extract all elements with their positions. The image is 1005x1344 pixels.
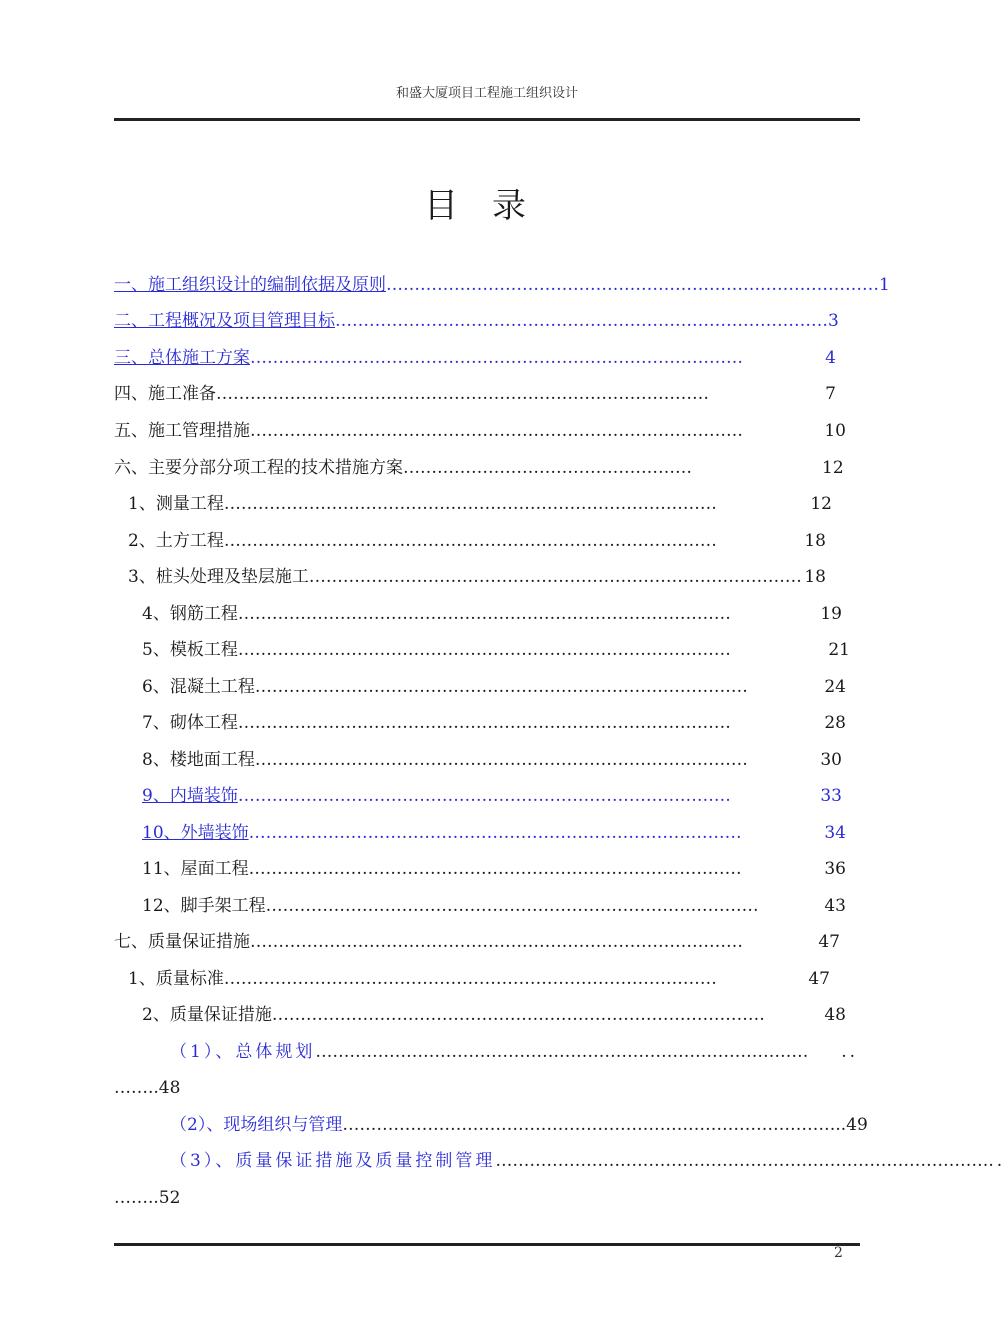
toc-entry[interactable] bbox=[142, 637, 850, 663]
toc-entry-page: ……..52 bbox=[114, 1188, 181, 1208]
header-rule bbox=[114, 118, 860, 121]
toc-entry-label[interactable]: 一、施工组织设计的编制依据及原则 bbox=[114, 275, 386, 295]
toc-entry-label[interactable]: 二、工程概况及项目管理目标 bbox=[114, 311, 335, 331]
toc-entry-leader: …………………………………………………………………………… bbox=[250, 348, 743, 368]
toc-entry-leader: …………………………………………………………………………… bbox=[216, 384, 709, 404]
toc-entry-leader: …………………………………………………………………………… bbox=[250, 421, 743, 441]
toc-entry-label: 四、施工准备 bbox=[114, 384, 216, 404]
toc-entry[interactable] bbox=[114, 308, 839, 334]
toc-entry-leader: …………………………………………………………………………… bbox=[237, 604, 731, 624]
footer-rule bbox=[114, 1243, 860, 1246]
toc-entry-label: 2、质量保证措施 bbox=[142, 1005, 272, 1025]
toc-entry[interactable] bbox=[142, 820, 846, 846]
toc-entry-page: .. bbox=[841, 1042, 858, 1062]
toc-entry[interactable] bbox=[170, 1039, 858, 1065]
toc-entry-leader: …………………………………………………………………………… bbox=[265, 896, 759, 916]
toc-entry-label: 七、质量保证措施 bbox=[114, 932, 250, 952]
toc-entry-label: （2）、现场组织与管理 bbox=[170, 1115, 343, 1135]
toc-entry-leader: …………………………………………………………………………… bbox=[237, 786, 731, 806]
toc-entry[interactable] bbox=[142, 601, 842, 627]
toc-entry-leader: …………………………………………………………………………… bbox=[342, 1115, 836, 1135]
toc-entry[interactable] bbox=[142, 893, 846, 919]
toc-entry-page: 48 bbox=[824, 1005, 846, 1025]
toc-entry-page: ……..48 bbox=[114, 1078, 181, 1098]
toc-entry-leader: …………………………………………………………………………… bbox=[223, 969, 717, 989]
toc-entry-leader: …………………………………………………………………………… bbox=[254, 677, 748, 697]
toc-entry-label[interactable]: 三、总体施工方案 bbox=[114, 348, 250, 368]
toc-entry[interactable] bbox=[142, 710, 846, 736]
toc-entry-leader: …………………………………………………………………………… bbox=[248, 859, 742, 879]
toc-entry-leader: …………………………………………………………………………… bbox=[223, 494, 717, 514]
toc-entry-leader: …………………………………………………………………………… bbox=[254, 750, 748, 770]
toc-entry-label: 7、砌体工程 bbox=[142, 713, 238, 733]
toc-entry-page: .. bbox=[988, 1151, 1005, 1171]
toc-entry[interactable] bbox=[142, 783, 842, 809]
toc-entry-page: 4 bbox=[825, 348, 836, 368]
toc-entry[interactable] bbox=[142, 674, 846, 700]
toc-entry[interactable] bbox=[142, 1002, 846, 1028]
toc-entry[interactable] bbox=[128, 564, 826, 590]
toc-entry-leader: …………………………………………………………………………… bbox=[237, 713, 731, 733]
toc-entry-leader: …………………………………………………………………………… bbox=[308, 567, 802, 587]
toc-entry[interactable] bbox=[170, 1112, 868, 1138]
toc-entry-page: 24 bbox=[824, 677, 846, 697]
toc-entry-page: 12 bbox=[822, 458, 844, 478]
toc-entry-label[interactable]: 10、外墙装饰 bbox=[142, 823, 249, 843]
toc-entry-leader: …………………………………………………………………………… bbox=[223, 531, 717, 551]
toc-entry[interactable] bbox=[114, 929, 840, 955]
toc-entry-leader: …………………………………………………………………………… bbox=[248, 823, 742, 843]
page-number: 2 bbox=[834, 1245, 843, 1261]
toc-entry-label: （3）、质量保证措施及质量控制管理 bbox=[170, 1151, 496, 1171]
toc-entry-label: 六、主要分部分项工程的技术措施方案 bbox=[114, 458, 403, 478]
toc-entry-leader: …………………………………………………………………………… bbox=[237, 640, 731, 660]
toc-entry-page: 3 bbox=[828, 311, 839, 331]
toc-entry[interactable] bbox=[142, 856, 846, 882]
toc-entry-label[interactable]: 9、内墙装饰 bbox=[142, 786, 238, 806]
toc-entry-label: 2、土方工程 bbox=[128, 531, 224, 551]
toc-entry-page: 7 bbox=[825, 384, 836, 404]
toc-entry-page: 47 bbox=[808, 969, 830, 989]
toc-entry-page: 10 bbox=[824, 421, 846, 441]
toc-entry-page: 47 bbox=[818, 932, 840, 952]
toc-entry-leader: …………………………………………… bbox=[403, 458, 692, 478]
toc-entry[interactable] bbox=[128, 528, 826, 554]
toc-entry-label: 12、脚手架工程 bbox=[142, 896, 266, 916]
running-header: 和盛大厦项目工程施工组织设计 bbox=[395, 86, 578, 101]
toc-entry[interactable] bbox=[114, 345, 836, 371]
toc-entry-page: 36 bbox=[824, 859, 846, 879]
toc-entry[interactable] bbox=[128, 966, 830, 992]
toc-entry-label: 11、屋面工程 bbox=[142, 859, 249, 879]
toc-entry[interactable] bbox=[114, 455, 708, 481]
toc-entry-page: 1 bbox=[879, 275, 890, 295]
toc-entry[interactable] bbox=[114, 418, 846, 444]
toc-entry-leader: …………………………………………………………………………… bbox=[271, 1005, 765, 1025]
toc-entry-page: 43 bbox=[824, 896, 846, 916]
toc-entry-page: 30 bbox=[820, 750, 842, 770]
toc-entry[interactable] bbox=[114, 272, 890, 298]
toc-entry-page: 21 bbox=[828, 640, 850, 660]
toc-entry[interactable] bbox=[142, 747, 842, 773]
toc-entry-page: 12 bbox=[810, 494, 832, 514]
toc-entry-page: 18 bbox=[804, 567, 826, 587]
page-title: 目录 bbox=[424, 186, 560, 226]
toc-entry[interactable] bbox=[170, 1148, 1005, 1174]
toc-entry-label: 6、混凝土工程 bbox=[142, 677, 255, 697]
toc-entry-leader: …………………………………………………………………………… bbox=[495, 1151, 989, 1171]
toc-entry-page: 33 bbox=[820, 786, 842, 806]
toc-entry[interactable] bbox=[128, 491, 832, 517]
toc-entry-leader: …………………………………………………………………………… bbox=[250, 932, 743, 952]
toc-entry-label: 8、楼地面工程 bbox=[142, 750, 255, 770]
toc-entry[interactable] bbox=[114, 381, 836, 407]
toc-entry-page: 19 bbox=[820, 604, 842, 624]
toc-entry-leader: …………………………………………………………………………… bbox=[315, 1042, 809, 1062]
toc-entry-leader: …………………………………………………………………………… bbox=[386, 275, 879, 295]
toc-entry-page: ..49 bbox=[835, 1115, 868, 1135]
toc-entry-label: 五、施工管理措施 bbox=[114, 421, 250, 441]
toc-entry-label: 5、模板工程 bbox=[142, 640, 238, 660]
toc-entry-leader: …………………………………………………………………………… bbox=[335, 311, 828, 331]
toc-entry-page: 34 bbox=[824, 823, 846, 843]
toc-entry-page: 18 bbox=[804, 531, 826, 551]
toc-entry-label: 3、桩头处理及垫层施工 bbox=[128, 567, 309, 587]
toc-entry-label: （1）、总体规划 bbox=[170, 1042, 316, 1062]
toc-entry-label: 1、质量标准 bbox=[128, 969, 224, 989]
toc-entry-label: 1、测量工程 bbox=[128, 494, 224, 514]
toc-entry-page: 28 bbox=[824, 713, 846, 733]
toc-entry-label: 4、钢筋工程 bbox=[142, 604, 238, 624]
